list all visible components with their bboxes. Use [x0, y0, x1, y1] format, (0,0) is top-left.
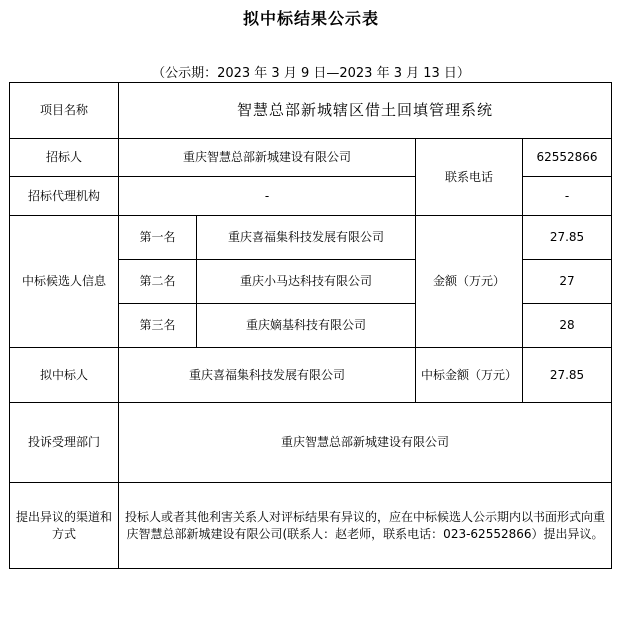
tenderer-label: 招标人	[10, 139, 119, 177]
candidate-amount: 27.85	[523, 216, 612, 260]
table-row	[10, 83, 612, 139]
table-row	[10, 483, 612, 569]
contact-phone-label: 联系电话	[416, 139, 523, 216]
complaint-value: 重庆智慧总部新城建设有限公司	[119, 403, 612, 483]
candidate-rank: 第一名	[119, 216, 197, 260]
table-row	[10, 216, 612, 260]
result-table	[9, 82, 612, 569]
winner-label: 拟中标人	[10, 348, 119, 403]
candidate-name: 重庆喜福集科技发展有限公司	[197, 216, 416, 260]
table-row	[10, 348, 612, 403]
objection-label: 提出异议的渠道和方式	[10, 483, 119, 569]
contact-phone-value: 62552866	[523, 139, 612, 177]
agency-value: -	[119, 177, 416, 216]
page-title: 拟中标结果公示表	[242, 9, 379, 28]
candidate-amount: 27	[523, 260, 612, 304]
tenderer-value: 重庆智慧总部新城建设有限公司	[119, 139, 416, 177]
agency-label: 招标代理机构	[10, 177, 119, 216]
candidate-amount: 28	[523, 304, 612, 348]
project-name-value: 智慧总部新城辖区借土回填管理系统	[119, 83, 612, 139]
objection-text: 投标人或者其他利害关系人对评标结果有异议的，应在中标候选人公示期内以书面形式向重庆智慧总部新城建设有限公司(联系人：赵老师，联系电话：023-62552866）提出异议。	[119, 483, 612, 569]
project-name-label: 项目名称	[10, 83, 119, 139]
candidates-amount-label: 金额（万元）	[416, 216, 523, 348]
candidates-label: 中标候选人信息	[10, 216, 119, 348]
candidate-name: 重庆嫡基科技有限公司	[197, 304, 416, 348]
candidate-rank: 第三名	[119, 304, 197, 348]
winner-amount-label: 中标金额（万元）	[416, 348, 523, 403]
table-row	[10, 139, 612, 177]
agency-phone-value: -	[523, 177, 612, 216]
publicity-period: （公示期：2023 年 3 月 9 日—2023 年 3 月 13 日）	[152, 66, 470, 81]
table-row	[10, 403, 612, 483]
candidate-name: 重庆小马达科技有限公司	[197, 260, 416, 304]
winner-amount-value: 27.85	[523, 348, 612, 403]
candidate-rank: 第二名	[119, 260, 197, 304]
winner-value: 重庆喜福集科技发展有限公司	[119, 348, 416, 403]
complaint-label: 投诉受理部门	[10, 403, 119, 483]
